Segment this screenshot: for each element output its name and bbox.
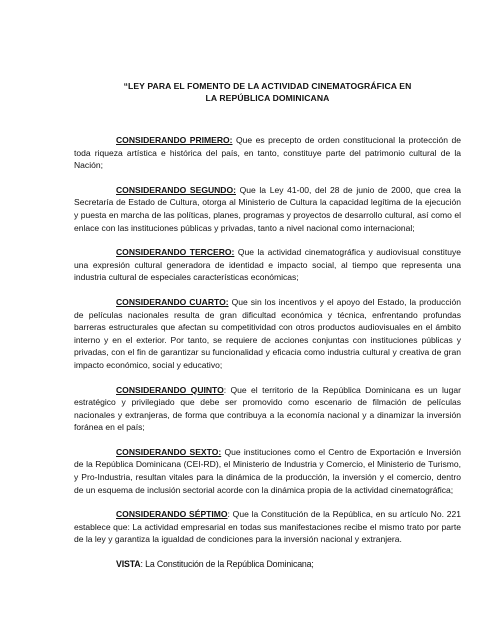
considerando-segundo — [74, 184, 461, 234]
paragraph-text: Que instituciones como el Centro de Exportación e Inversión de la República Dominicana (CEI-RD), el Ministerio de Industria y Comercio, el Ministerio de Turismo, y Pro-Industria, resultan vitales para la dinámica de la producción, la inversión y el comercio, dentro de un esquema de inclusión sectorial acorde con la dinámica propia de la actividad cinematográfica; — [74, 446, 461, 495]
paragraph-text: : Que el territorio de la República Dominicana es un lugar estratégico y privilegiado que debe ser promovido como escenario de filmación de películas nacionales y extranjeras, de forma que contribuya a la economía nacional y a dinamizar la inversión foránea en el país; — [74, 384, 461, 433]
paragraph-text: : Que la Constitución de la República, en su artículo No. 221 establece que: La actividad empresarial en todas sus manifestaciones recibe el mismo trato por parte de la ley y garantiza la igualdad de condiciones para la inversión nacional y extranjera. — [74, 509, 461, 545]
paragraph-text: Que la Ley 41-00, del 28 de junio de 2000, que crea la Secretaría de Estado de Cultura, otorga al Ministerio de Cultura la capacidad legítima de la ejecución y puesta en marcha de las políticas, planes, programas y proyectos de desarrollo cultural, así como el enlace con las instituciones públicas y privadas, tanto a nivel nacional como internacional; — [74, 184, 461, 233]
paragraph-text: Que es precepto de orden constitucional la protección de toda riqueza artística e histórica del país, en tanto, constituye parte del patrimonio cultural de la Nación; — [74, 135, 462, 171]
paragraph-lead: CONSIDERANDO PRIMERO: — [116, 135, 233, 145]
paragraph-lead: CONSIDERANDO SEXTO: — [116, 446, 222, 457]
considerando-sexto — [74, 446, 461, 496]
paragraph-lead: CONSIDERANDO SÉPTIMO — [116, 509, 228, 520]
considerando-septimo — [74, 508, 461, 546]
paragraph-text: Que la actividad cinematográfica y audiovisual constituye una expresión cultural generadora de identidad e impacto social, al tiempo que representa una industria cultural de especiales características económicas; — [74, 247, 461, 283]
title-line-2: LA REPÚBLICA DOMINICANA — [205, 93, 330, 103]
paragraph-lead: CONSIDERANDO CUARTO: — [116, 296, 229, 307]
paragraph-lead: CONSIDERANDO SEGUNDO: — [116, 184, 236, 195]
paragraph-lead: CONSIDERANDO QUINTO — [116, 384, 224, 395]
paragraph-text: Que sin los incentivos y el apoyo del Estado, la producción de películas nacionales resulta de gran dificultad económica y técnica, enfrentando profundas barreras estructurales que afectan su competitividad con otros productos audiovisuales en el ámbito interno y en el exterior. Por tanto, se requiere de acciones conjuntas con instituciones públicas y privadas, con el fin de garantizar su funcionalidad y eficacia como industria cultural y creativa de gran impacto económico, social y educativo; — [74, 296, 461, 370]
considerando-cuarto — [74, 296, 461, 372]
vista-lead: VISTA — [116, 559, 141, 570]
considerando-primero — [74, 134, 461, 172]
considerando-quinto — [74, 384, 461, 434]
document-title — [74, 80, 461, 104]
title-line-1: “LEY PARA EL FOMENTO DE LA ACTIVIDAD CINEMATOGRÁFICA EN — [123, 81, 412, 91]
vista-text: : La Constitución de la República Dominicana; — [140, 559, 314, 570]
considerando-tercero — [74, 246, 461, 284]
vista-line — [74, 558, 461, 570]
paragraph-lead: CONSIDERANDO TERCERO: — [116, 247, 235, 258]
